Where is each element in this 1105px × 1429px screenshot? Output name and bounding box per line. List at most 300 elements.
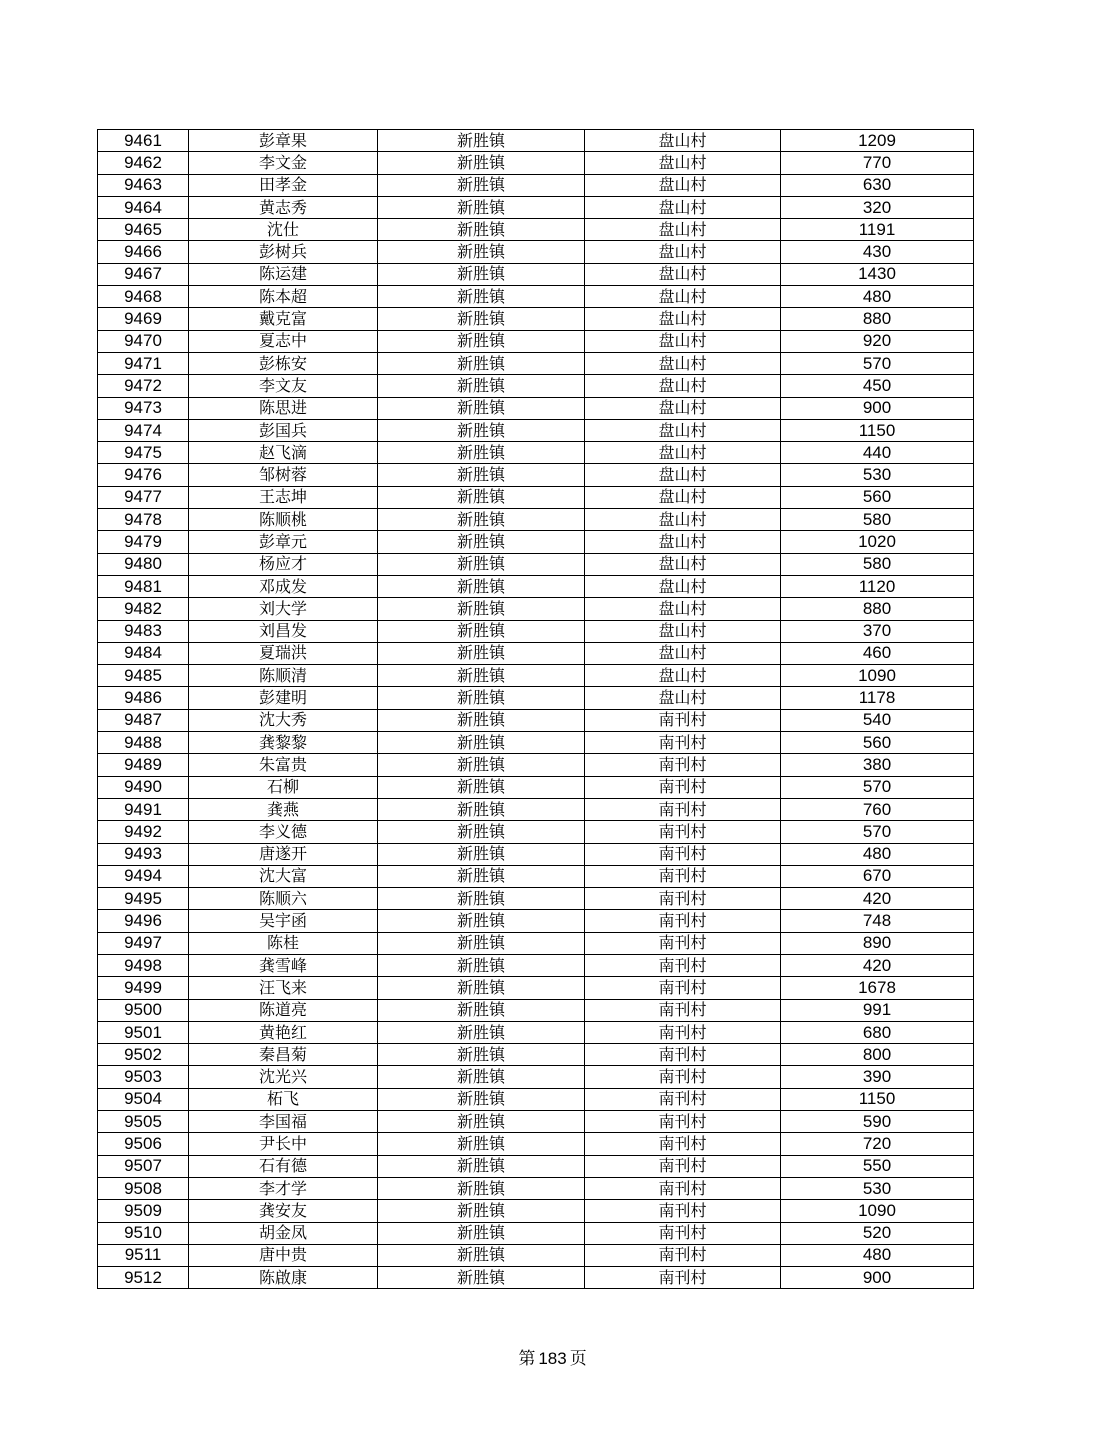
name-cell: 黄艳红 (189, 1021, 378, 1043)
row-id-cell: 9502 (98, 1044, 189, 1066)
name-cell: 龚雪峰 (189, 954, 378, 976)
row-id-cell: 9488 (98, 732, 189, 754)
row-id-cell: 9466 (98, 241, 189, 263)
row-id-cell: 9464 (98, 196, 189, 218)
row-id-cell: 9506 (98, 1133, 189, 1155)
table-row (98, 932, 974, 954)
village-cell: 盘山村 (585, 286, 781, 308)
amount-cell: 320 (781, 196, 974, 218)
village-cell: 南刊村 (585, 1111, 781, 1133)
name-cell: 李文友 (189, 375, 378, 397)
row-id-cell: 9489 (98, 754, 189, 776)
village-cell: 南刊村 (585, 776, 781, 798)
town-cell: 新胜镇 (378, 397, 585, 419)
town-cell: 新胜镇 (378, 843, 585, 865)
town-cell: 新胜镇 (378, 196, 585, 218)
village-cell: 盘山村 (585, 486, 781, 508)
amount-cell: 1678 (781, 977, 974, 999)
page-prefix: 第 (518, 1349, 536, 1369)
town-cell: 新胜镇 (378, 375, 585, 397)
amount-cell: 760 (781, 798, 974, 820)
village-cell: 盘山村 (585, 575, 781, 597)
village-cell: 南刊村 (585, 1088, 781, 1110)
table-row (98, 798, 974, 820)
name-cell: 李才学 (189, 1177, 378, 1199)
table-row (98, 263, 974, 285)
town-cell: 新胜镇 (378, 442, 585, 464)
row-id-cell: 9507 (98, 1155, 189, 1177)
name-cell: 王志坤 (189, 486, 378, 508)
town-cell: 新胜镇 (378, 932, 585, 954)
town-cell: 新胜镇 (378, 1222, 585, 1244)
name-cell: 龚燕 (189, 798, 378, 820)
table-row (98, 1267, 974, 1289)
page-suffix: 页 (569, 1349, 587, 1369)
village-cell: 南刊村 (585, 1244, 781, 1266)
name-cell: 田孝金 (189, 174, 378, 196)
amount-cell: 560 (781, 732, 974, 754)
row-id-cell: 9501 (98, 1021, 189, 1043)
town-cell: 新胜镇 (378, 642, 585, 664)
name-cell: 李义德 (189, 821, 378, 843)
name-cell: 吴宇函 (189, 910, 378, 932)
amount-cell: 530 (781, 1177, 974, 1199)
table-row (98, 999, 974, 1021)
table-row (98, 375, 974, 397)
amount-cell: 460 (781, 642, 974, 664)
name-cell: 邹树蓉 (189, 464, 378, 486)
table-row (98, 308, 974, 330)
row-id-cell: 9484 (98, 642, 189, 664)
name-cell: 陈运建 (189, 263, 378, 285)
village-cell: 盘山村 (585, 330, 781, 352)
town-cell: 新胜镇 (378, 174, 585, 196)
table-row (98, 1177, 974, 1199)
town-cell: 新胜镇 (378, 486, 585, 508)
village-cell: 南刊村 (585, 1021, 781, 1043)
table-row (98, 732, 974, 754)
village-cell: 南刊村 (585, 1133, 781, 1155)
row-id-cell: 9494 (98, 865, 189, 887)
amount-cell: 1020 (781, 531, 974, 553)
village-cell: 盘山村 (585, 598, 781, 620)
village-cell: 盘山村 (585, 464, 781, 486)
row-id-cell: 9465 (98, 219, 189, 241)
row-id-cell: 9500 (98, 999, 189, 1021)
table-row (98, 888, 974, 910)
town-cell: 新胜镇 (378, 776, 585, 798)
name-cell: 赵飞滴 (189, 442, 378, 464)
amount-cell: 680 (781, 1021, 974, 1043)
name-cell: 柘飞 (189, 1088, 378, 1110)
table-row (98, 954, 974, 976)
name-cell: 龚黎黎 (189, 732, 378, 754)
town-cell: 新胜镇 (378, 241, 585, 263)
village-cell: 南刊村 (585, 865, 781, 887)
row-id-cell: 9505 (98, 1111, 189, 1133)
town-cell: 新胜镇 (378, 709, 585, 731)
name-cell: 邓成发 (189, 575, 378, 597)
amount-cell: 440 (781, 442, 974, 464)
name-cell: 胡金凤 (189, 1222, 378, 1244)
row-id-cell: 9481 (98, 575, 189, 597)
row-id-cell: 9479 (98, 531, 189, 553)
row-id-cell: 9498 (98, 954, 189, 976)
amount-cell: 630 (781, 174, 974, 196)
table-row (98, 174, 974, 196)
table-row (98, 219, 974, 241)
village-cell: 盘山村 (585, 442, 781, 464)
amount-cell: 570 (781, 776, 974, 798)
village-cell: 南刊村 (585, 977, 781, 999)
amount-cell: 1209 (781, 130, 974, 152)
table-row (98, 286, 974, 308)
amount-cell: 390 (781, 1066, 974, 1088)
town-cell: 新胜镇 (378, 977, 585, 999)
amount-cell: 570 (781, 352, 974, 374)
row-id-cell: 9503 (98, 1066, 189, 1088)
town-cell: 新胜镇 (378, 1088, 585, 1110)
row-id-cell: 9474 (98, 419, 189, 441)
name-cell: 夏志中 (189, 330, 378, 352)
amount-cell: 670 (781, 865, 974, 887)
amount-cell: 900 (781, 1267, 974, 1289)
table-row (98, 754, 974, 776)
amount-cell: 991 (781, 999, 974, 1021)
amount-cell: 1430 (781, 263, 974, 285)
village-cell: 盘山村 (585, 553, 781, 575)
table-row (98, 575, 974, 597)
table-row (98, 1244, 974, 1266)
village-cell: 盘山村 (585, 174, 781, 196)
row-id-cell: 9482 (98, 598, 189, 620)
table-row (98, 865, 974, 887)
town-cell: 新胜镇 (378, 1155, 585, 1177)
town-cell: 新胜镇 (378, 286, 585, 308)
town-cell: 新胜镇 (378, 888, 585, 910)
table-row (98, 1133, 974, 1155)
amount-cell: 720 (781, 1133, 974, 1155)
village-cell: 盘山村 (585, 620, 781, 642)
row-id-cell: 9495 (98, 888, 189, 910)
amount-cell: 1150 (781, 1088, 974, 1110)
name-cell: 刘昌发 (189, 620, 378, 642)
amount-cell: 800 (781, 1044, 974, 1066)
amount-cell: 890 (781, 932, 974, 954)
village-cell: 盘山村 (585, 509, 781, 531)
village-cell: 盘山村 (585, 241, 781, 263)
name-cell: 彭章果 (189, 130, 378, 152)
name-cell: 夏瑞洪 (189, 642, 378, 664)
name-cell: 彭栋安 (189, 352, 378, 374)
village-cell: 南刊村 (585, 732, 781, 754)
row-id-cell: 9468 (98, 286, 189, 308)
amount-cell: 480 (781, 286, 974, 308)
name-cell: 陈顺桃 (189, 509, 378, 531)
town-cell: 新胜镇 (378, 1133, 585, 1155)
table-row (98, 1222, 974, 1244)
row-id-cell: 9511 (98, 1244, 189, 1266)
amount-cell: 880 (781, 308, 974, 330)
table-row (98, 553, 974, 575)
row-id-cell: 9476 (98, 464, 189, 486)
amount-cell: 560 (781, 486, 974, 508)
row-id-cell: 9483 (98, 620, 189, 642)
town-cell: 新胜镇 (378, 910, 585, 932)
table-row (98, 620, 974, 642)
name-cell: 彭国兵 (189, 419, 378, 441)
town-cell: 新胜镇 (378, 152, 585, 174)
row-id-cell: 9486 (98, 687, 189, 709)
amount-cell: 1178 (781, 687, 974, 709)
village-cell: 南刊村 (585, 954, 781, 976)
name-cell: 李国福 (189, 1111, 378, 1133)
village-cell: 盘山村 (585, 642, 781, 664)
row-id-cell: 9492 (98, 821, 189, 843)
name-cell: 陈本超 (189, 286, 378, 308)
row-id-cell: 9493 (98, 843, 189, 865)
table-row (98, 241, 974, 263)
town-cell: 新胜镇 (378, 464, 585, 486)
village-cell: 盘山村 (585, 687, 781, 709)
row-id-cell: 9470 (98, 330, 189, 352)
amount-cell: 920 (781, 330, 974, 352)
town-cell: 新胜镇 (378, 575, 585, 597)
name-cell: 陈桂 (189, 932, 378, 954)
name-cell: 唐中贵 (189, 1244, 378, 1266)
village-cell: 盘山村 (585, 152, 781, 174)
town-cell: 新胜镇 (378, 1021, 585, 1043)
table-row (98, 687, 974, 709)
row-id-cell: 9509 (98, 1200, 189, 1222)
name-cell: 刘大学 (189, 598, 378, 620)
table-row (98, 977, 974, 999)
village-cell: 南刊村 (585, 1267, 781, 1289)
town-cell: 新胜镇 (378, 954, 585, 976)
row-id-cell: 9463 (98, 174, 189, 196)
row-id-cell: 9504 (98, 1088, 189, 1110)
village-cell: 南刊村 (585, 798, 781, 820)
village-cell: 盘山村 (585, 375, 781, 397)
amount-cell: 550 (781, 1155, 974, 1177)
amount-cell: 430 (781, 241, 974, 263)
row-id-cell: 9510 (98, 1222, 189, 1244)
row-id-cell: 9472 (98, 375, 189, 397)
name-cell: 沈仕 (189, 219, 378, 241)
amount-cell: 370 (781, 620, 974, 642)
table-row (98, 598, 974, 620)
village-cell: 盘山村 (585, 219, 781, 241)
name-cell: 汪飞来 (189, 977, 378, 999)
table-row (98, 1044, 974, 1066)
name-cell: 陈顺六 (189, 888, 378, 910)
table-row (98, 419, 974, 441)
table-row (98, 352, 974, 374)
name-cell: 黄志秀 (189, 196, 378, 218)
name-cell: 沈光兴 (189, 1066, 378, 1088)
row-id-cell: 9491 (98, 798, 189, 820)
village-cell: 南刊村 (585, 999, 781, 1021)
village-cell: 盘山村 (585, 263, 781, 285)
town-cell: 新胜镇 (378, 419, 585, 441)
village-cell: 南刊村 (585, 932, 781, 954)
row-id-cell: 9473 (98, 397, 189, 419)
row-id-cell: 9478 (98, 509, 189, 531)
row-id-cell: 9499 (98, 977, 189, 999)
village-cell: 南刊村 (585, 910, 781, 932)
amount-cell: 580 (781, 509, 974, 531)
name-cell: 尹长中 (189, 1133, 378, 1155)
page-number: 183 (538, 1349, 567, 1368)
row-id-cell: 9485 (98, 665, 189, 687)
table-row (98, 130, 974, 152)
town-cell: 新胜镇 (378, 598, 585, 620)
table-row (98, 464, 974, 486)
village-cell: 南刊村 (585, 1200, 781, 1222)
row-id-cell: 9462 (98, 152, 189, 174)
name-cell: 陈顺清 (189, 665, 378, 687)
table-row (98, 330, 974, 352)
table-row (98, 1066, 974, 1088)
amount-cell: 770 (781, 152, 974, 174)
name-cell: 朱富贵 (189, 754, 378, 776)
table-row (98, 509, 974, 531)
table-row (98, 910, 974, 932)
row-id-cell: 9469 (98, 308, 189, 330)
name-cell: 秦昌菊 (189, 1044, 378, 1066)
village-cell: 南刊村 (585, 1066, 781, 1088)
amount-cell: 540 (781, 709, 974, 731)
amount-cell: 570 (781, 821, 974, 843)
name-cell: 沈大富 (189, 865, 378, 887)
row-id-cell: 9487 (98, 709, 189, 731)
amount-cell: 450 (781, 375, 974, 397)
name-cell: 彭树兵 (189, 241, 378, 263)
amount-cell: 880 (781, 598, 974, 620)
table-row (98, 442, 974, 464)
amount-cell: 480 (781, 1244, 974, 1266)
town-cell: 新胜镇 (378, 1066, 585, 1088)
town-cell: 新胜镇 (378, 130, 585, 152)
town-cell: 新胜镇 (378, 687, 585, 709)
village-cell: 南刊村 (585, 888, 781, 910)
amount-cell: 480 (781, 843, 974, 865)
town-cell: 新胜镇 (378, 1044, 585, 1066)
row-id-cell: 9467 (98, 263, 189, 285)
table-row (98, 1155, 974, 1177)
amount-cell: 520 (781, 1222, 974, 1244)
town-cell: 新胜镇 (378, 531, 585, 553)
table-row (98, 152, 974, 174)
town-cell: 新胜镇 (378, 330, 585, 352)
name-cell: 彭建明 (189, 687, 378, 709)
table-row (98, 196, 974, 218)
village-cell: 南刊村 (585, 1044, 781, 1066)
table-row (98, 531, 974, 553)
amount-cell: 580 (781, 553, 974, 575)
amount-cell: 420 (781, 954, 974, 976)
table-row (98, 665, 974, 687)
town-cell: 新胜镇 (378, 999, 585, 1021)
row-id-cell: 9490 (98, 776, 189, 798)
table-row (98, 709, 974, 731)
name-cell: 唐遂开 (189, 843, 378, 865)
table-row (98, 1021, 974, 1043)
village-cell: 南刊村 (585, 1155, 781, 1177)
town-cell: 新胜镇 (378, 754, 585, 776)
name-cell: 彭章元 (189, 531, 378, 553)
village-cell: 盘山村 (585, 308, 781, 330)
village-cell: 盘山村 (585, 419, 781, 441)
row-id-cell: 9497 (98, 932, 189, 954)
village-cell: 南刊村 (585, 821, 781, 843)
name-cell: 沈大秀 (189, 709, 378, 731)
town-cell: 新胜镇 (378, 1111, 585, 1133)
village-cell: 南刊村 (585, 1222, 781, 1244)
name-cell: 龚安友 (189, 1200, 378, 1222)
table-row (98, 1111, 974, 1133)
amount-cell: 530 (781, 464, 974, 486)
data-sheet (97, 129, 973, 1289)
table-row (98, 843, 974, 865)
town-cell: 新胜镇 (378, 352, 585, 374)
village-cell: 南刊村 (585, 709, 781, 731)
row-id-cell: 9496 (98, 910, 189, 932)
amount-cell: 748 (781, 910, 974, 932)
village-cell: 盘山村 (585, 665, 781, 687)
town-cell: 新胜镇 (378, 732, 585, 754)
village-cell: 盘山村 (585, 130, 781, 152)
name-cell: 陈思进 (189, 397, 378, 419)
village-cell: 南刊村 (585, 754, 781, 776)
records-table-body (98, 130, 974, 1289)
row-id-cell: 9475 (98, 442, 189, 464)
town-cell: 新胜镇 (378, 821, 585, 843)
village-cell: 南刊村 (585, 1177, 781, 1199)
town-cell: 新胜镇 (378, 308, 585, 330)
amount-cell: 1090 (781, 1200, 974, 1222)
name-cell: 石柳 (189, 776, 378, 798)
amount-cell: 1150 (781, 419, 974, 441)
amount-cell: 590 (781, 1111, 974, 1133)
town-cell: 新胜镇 (378, 219, 585, 241)
row-id-cell: 9461 (98, 130, 189, 152)
amount-cell: 1090 (781, 665, 974, 687)
village-cell: 盘山村 (585, 397, 781, 419)
name-cell: 李文金 (189, 152, 378, 174)
town-cell: 新胜镇 (378, 509, 585, 531)
table-row (98, 776, 974, 798)
row-id-cell: 9512 (98, 1267, 189, 1289)
town-cell: 新胜镇 (378, 553, 585, 575)
town-cell: 新胜镇 (378, 1267, 585, 1289)
table-row (98, 397, 974, 419)
village-cell: 盘山村 (585, 352, 781, 374)
town-cell: 新胜镇 (378, 1200, 585, 1222)
village-cell: 南刊村 (585, 843, 781, 865)
name-cell: 陈道亮 (189, 999, 378, 1021)
row-id-cell: 9508 (98, 1177, 189, 1199)
amount-cell: 1191 (781, 219, 974, 241)
town-cell: 新胜镇 (378, 1177, 585, 1199)
town-cell: 新胜镇 (378, 798, 585, 820)
amount-cell: 380 (781, 754, 974, 776)
row-id-cell: 9480 (98, 553, 189, 575)
name-cell: 戴克富 (189, 308, 378, 330)
table-row (98, 1088, 974, 1110)
amount-cell: 420 (781, 888, 974, 910)
town-cell: 新胜镇 (378, 620, 585, 642)
